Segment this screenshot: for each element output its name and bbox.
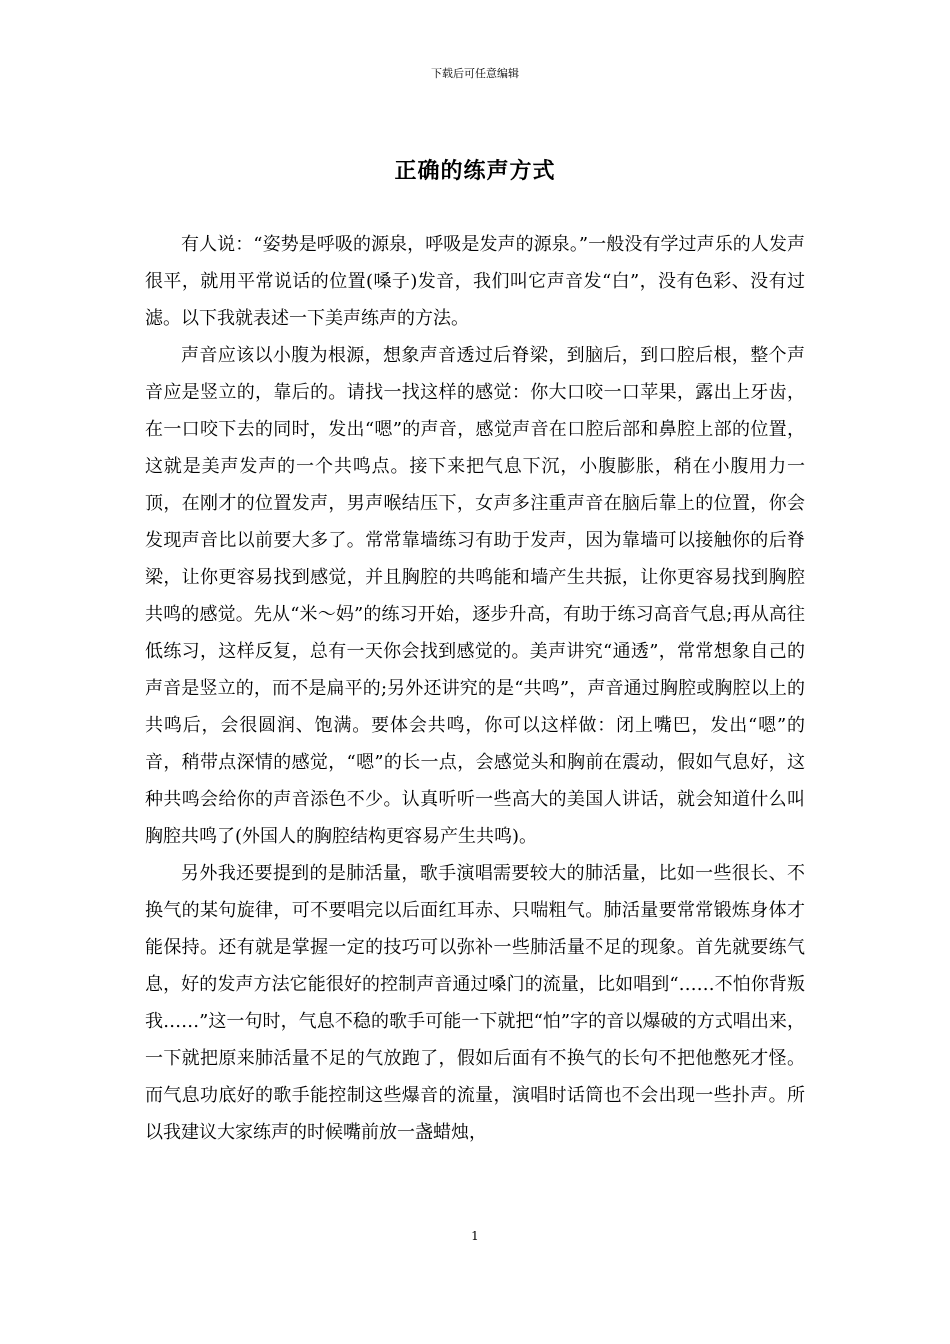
page-header-note: 下载后可任意编辑: [431, 67, 519, 80]
paragraph-1: 有人说：“姿势是呼吸的源泉，呼吸是发声的源泉。”一般没有学过声乐的人发声很平，就用平常说话的位置(嗓子)发音，我们叫它声音发“白”，没有色彩、没有过滤。以下我就表述一下美声练声的方法。: [145, 234, 805, 329]
paragraph-3: 另外我还要提到的是肺活量，歌手演唱需要较大的肺活量，比如一些很长、不换气的某句旋律，可不要唱完以后面红耳赤、只喘粗气。肺活量要常常锻炼身体才能保持。还有就是掌握一定的技巧可以弥补一些肺活量不足的现象。首先就要练气息，好的发声方法它能很好的控制声音通过嗓门的流量，比如唱到“……不怕你背叛我……”这一句时，气息不稳的歌手可能一下就把“怕”字的音以爆破的方式唱出来，一下就把原来肺活量不足的气放跑了，假如后面有不换气的长句不把他憋死才怪。而气息功底好的歌手能控制这些爆音的流量，演唱时话筒也不会出现一些扑声。所以我建议大家练声的时候嘴前放一盏蜡烛，: [145, 863, 805, 1143]
document-body: [145, 226, 805, 1151]
document-title: 正确的练声方式: [394, 158, 556, 184]
page-number: 1: [471, 1229, 479, 1243]
paragraph-2: 声音应该以小腹为根源，想象声音透过后脊梁，到脑后，到口腔后根，整个声音应是竖立的，靠后的。请找一找这样的感觉：你大口咬一口苹果，露出上牙齿，在一口咬下去的同时，发出“嗯”的声音，感觉声音在口腔后部和鼻腔上部的位置，这就是美声发声的一个共鸣点。接下来把气息下沉，小腹膨胀，稍在小腹用力一顶，在刚才的位置发声，男声喉结压下，女声多注重声音在脑后靠上的位置，你会发现声音比以前要大多了。常常靠墙练习有助于发声，因为靠墙可以接触你的后脊梁，让你更容易找到感觉，并且胸腔的共鸣能和墙产生共振，让你更容易找到胸腔共鸣的感觉。先从“米～妈”的练习开始，逐步升高，有助于练习高音气息;再从高往低练习，这样反复，总有一天你会找到感觉的。美声讲究“通透”，常常想象自己的声音是竖立的，而不是扁平的;另外还讲究的是“共鸣”，声音通过胸腔或胸腔以上的共鸣后，会很圆润、饱满。要体会共鸣，你可以这样做：闭上嘴巴，发出“嗯”的音，稍带点深情的感觉，“嗯”的长一点，会感觉头和胸前在震动，假如气息好，这种共鸣会给你的声音添色不少。认真听听一些高大的美国人讲话，就会知道什么叫胸腔共鸣了(外国人的胸腔结构更容易产生共鸣)。: [145, 345, 805, 847]
